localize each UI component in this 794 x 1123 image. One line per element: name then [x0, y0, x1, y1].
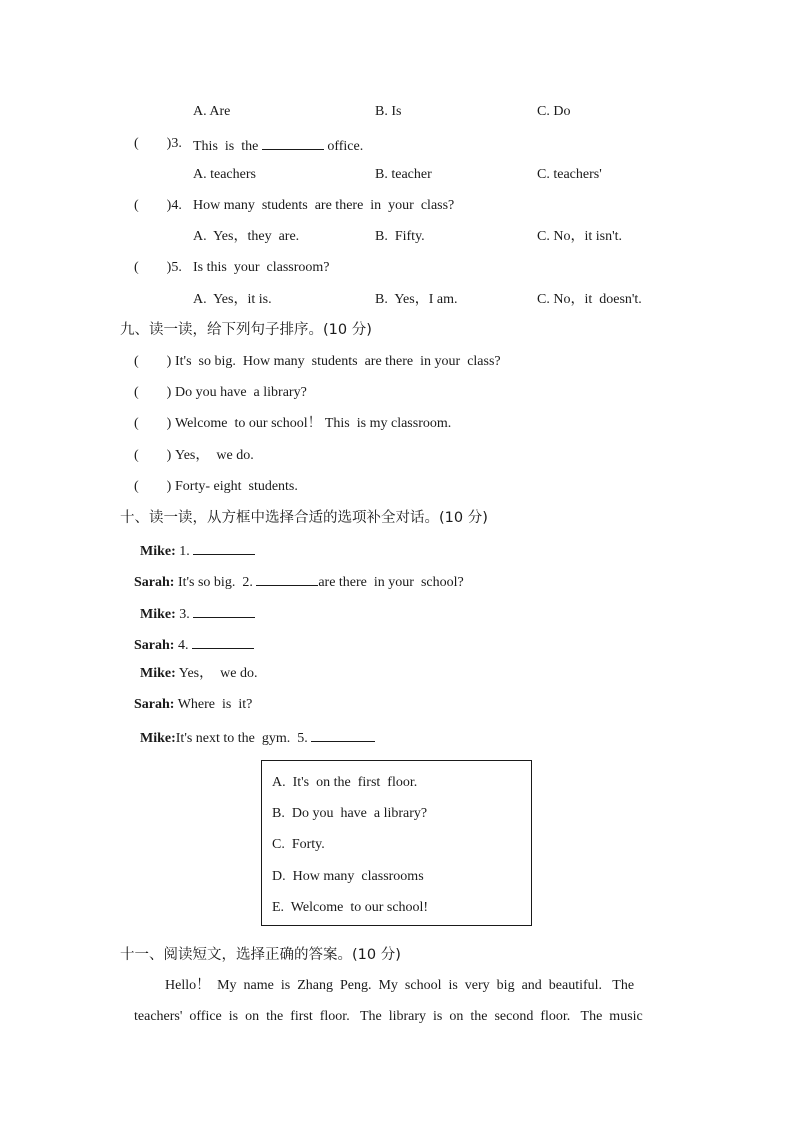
- q3-option-a: A. teachers: [193, 167, 256, 182]
- s9-item3-text: Welcome to our school！ This is my classroom.: [175, 416, 452, 431]
- speaker-mike: Mike:: [140, 666, 176, 681]
- dialogue-blank-3[interactable]: [193, 603, 255, 618]
- q4-answer-paren[interactable]: ( )4.: [134, 198, 182, 213]
- q4-question: How many students are there in your class?: [193, 198, 455, 213]
- q5-option-a: A. Yes，it is.: [193, 292, 272, 307]
- q4-option-a: A. Yes，they are.: [193, 229, 300, 244]
- dialogue-text: Yes， we do.: [178, 666, 258, 681]
- s9-item5-paren[interactable]: ( ): [134, 479, 172, 494]
- q2-option-b: B. Is: [375, 104, 402, 119]
- dialogue-text: 3.: [179, 607, 194, 622]
- dialogue-blank-1[interactable]: [193, 540, 255, 555]
- dialogue-text: It's so big. 2.: [177, 575, 257, 590]
- box-option-e: E. Welcome to our school!: [272, 900, 429, 915]
- s9-item2-text: Do you have a library?: [175, 385, 307, 400]
- q4-option-b: B. Fifty.: [375, 229, 425, 244]
- section10-heading: 十、读一读，从方框中选择合适的选项补全对话。(10 分): [120, 510, 488, 526]
- passage-line-1: Hello！ My name is Zhang Peng. My school is very big and beautiful. The: [165, 978, 635, 993]
- speaker-mike: Mike:: [140, 731, 176, 746]
- q3-text-before: This is the: [193, 139, 262, 154]
- q3-option-c: C. teachers': [537, 167, 602, 182]
- dialogue-blank-5[interactable]: [311, 727, 375, 742]
- speaker-mike: Mike:: [140, 544, 176, 559]
- box-option-d: D. How many classrooms: [272, 869, 424, 884]
- passage-line-2: teachers' office is on the first floor. The library is on the second floor. The music: [134, 1009, 643, 1024]
- section11-heading: 十一、阅读短文，选择正确的答案。(10 分): [120, 947, 401, 963]
- dialogue-line-6: [134, 696, 252, 714]
- dialogue-text: It's next to the gym. 5.: [175, 731, 312, 746]
- s9-item1-paren[interactable]: ( ): [134, 354, 172, 369]
- dialogue-blank-2[interactable]: [256, 571, 318, 586]
- speaker-sarah: Sarah:: [134, 575, 175, 590]
- q3-text-after: office.: [323, 139, 364, 154]
- dialogue-line-7: [140, 727, 375, 748]
- q5-option-c: C. No，it doesn't.: [537, 292, 642, 307]
- speaker-sarah: Sarah:: [134, 638, 175, 653]
- q2-option-a: A. Are: [193, 104, 231, 119]
- q3-answer-paren[interactable]: ( )3.: [134, 136, 182, 151]
- s9-item3-paren[interactable]: ( ): [134, 416, 172, 431]
- speaker-sarah: Sarah:: [134, 697, 175, 712]
- dialogue-line-1: [140, 540, 255, 561]
- box-option-a: A. It's on the first floor.: [272, 775, 418, 790]
- dialogue-text: 4.: [177, 638, 192, 653]
- q5-question: Is this your classroom?: [193, 260, 330, 275]
- box-option-c: C. Forty.: [272, 837, 325, 852]
- q5-answer-paren[interactable]: ( )5.: [134, 260, 182, 275]
- dialogue-blank-4[interactable]: [192, 634, 254, 649]
- options-box: [261, 760, 532, 926]
- section9-heading: 九、读一读，给下列句子排序。(10 分): [120, 322, 372, 338]
- q3-option-b: B. teacher: [375, 167, 432, 182]
- q2-option-c: C. Do: [537, 104, 571, 119]
- s9-item4-text: Yes， we do.: [175, 448, 254, 463]
- dialogue-text-post: are there in your school?: [318, 575, 464, 590]
- s9-item4-paren[interactable]: ( ): [134, 448, 172, 463]
- box-option-b: B. Do you have a library?: [272, 806, 428, 821]
- s9-item1-text: It's so big. How many students are there in your class?: [175, 354, 501, 369]
- q3-question: [193, 135, 363, 156]
- speaker-mike: Mike:: [140, 607, 176, 622]
- q4-option-c: C. No，it isn't.: [537, 229, 622, 244]
- dialogue-line-2: [134, 571, 464, 592]
- dialogue-text: Where is it?: [177, 697, 253, 712]
- q5-option-b: B. Yes，I am.: [375, 292, 458, 307]
- s9-item2-paren[interactable]: ( ): [134, 385, 172, 400]
- dialogue-line-4: [134, 634, 254, 655]
- q3-blank[interactable]: [262, 135, 324, 150]
- dialogue-line-3: [140, 603, 255, 624]
- dialogue-line-5: [140, 665, 257, 683]
- s9-item5-text: Forty- eight students.: [175, 479, 298, 494]
- dialogue-text: 1.: [179, 544, 194, 559]
